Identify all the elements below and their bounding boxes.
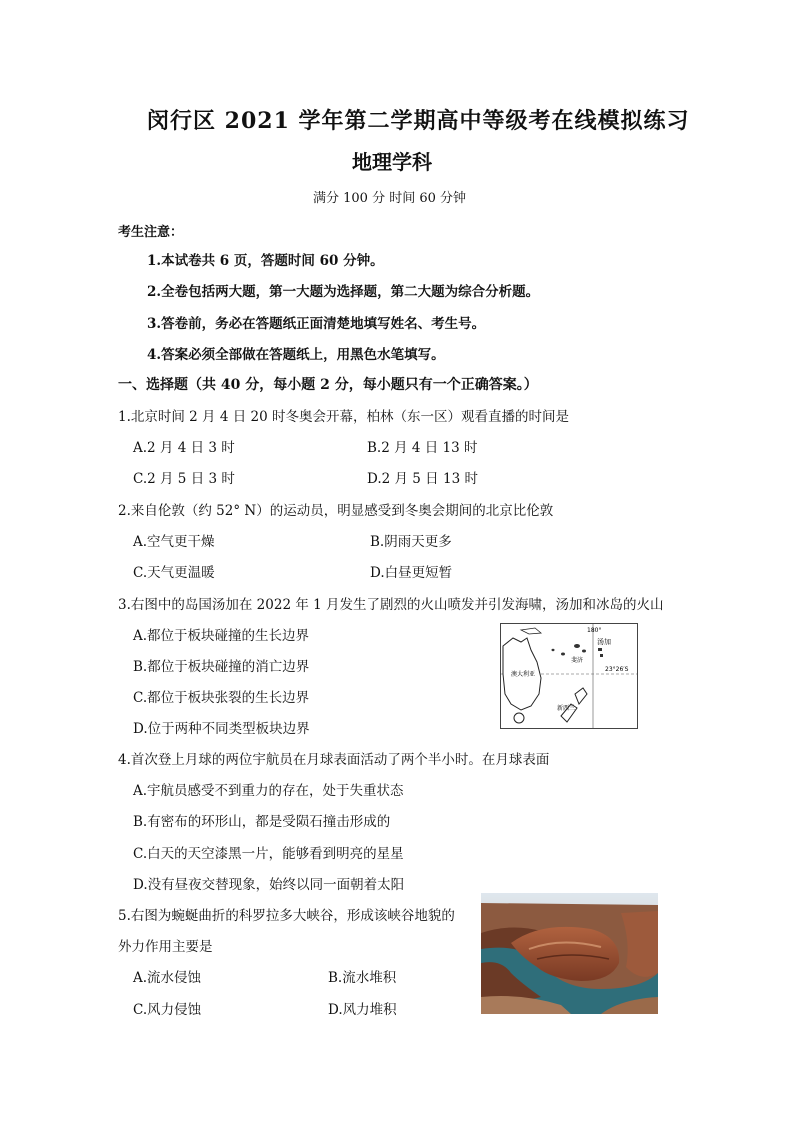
page-title: 闵行区 2021 学年第二学期高中等级考在线模拟练习 <box>147 108 690 134</box>
exam-meta: 满分 100 分 时间 60 分钟 <box>313 191 467 206</box>
nz-label: 新西兰 <box>557 705 576 712</box>
notice-item: 2.全卷包括两大题，第一大题为选择题，第二大题为综合分析题。 <box>147 284 540 300</box>
question-stem: 2.来自伦敦（约 52° N）的运动员，明显感受到冬奥会期间的北京比伦敦 <box>118 503 554 519</box>
island <box>552 649 555 651</box>
option-c: C.天气更温暖 <box>133 565 215 581</box>
option-b: B.都位于板块碰撞的消亡边界 <box>133 659 310 675</box>
canyon-photo <box>481 893 658 1014</box>
option-a: A.空气更干燥 <box>133 534 215 550</box>
tropic-label: 23°26′S <box>605 666 629 673</box>
tonga-island <box>600 654 603 657</box>
option-a: A.都位于板块碰撞的生长边界 <box>133 628 310 644</box>
new-guinea-shape <box>521 628 541 634</box>
subject-title: 地理学科 <box>352 150 432 174</box>
fiji-island <box>582 650 586 653</box>
option-b: B.有密布的环形山，都是受陨石撞击形成的 <box>133 814 391 830</box>
question-stem: 4.首次登上月球的两位宇航员在月球表面活动了两个半小时。在月球表面 <box>118 752 550 768</box>
tasmania-shape <box>514 713 524 723</box>
tonga-label: 汤加 <box>597 638 611 646</box>
option-d: D.2 月 5 日 13 时 <box>367 471 478 487</box>
option-b: B.2 月 4 日 13 时 <box>367 440 478 456</box>
option-d: D.风力堆积 <box>328 1002 397 1018</box>
option-a: A.2 月 4 日 3 时 <box>133 440 235 456</box>
canyon-illustration <box>481 893 658 1014</box>
notice-item: 1.本试卷共 6 页，答题时间 60 分钟。 <box>147 253 384 269</box>
option-a: A.宇航员感受不到重力的存在，处于失重状态 <box>133 783 404 799</box>
australia-label: 澳大利亚 <box>511 671 536 678</box>
question-stem: 3.右图中的岛国汤加在 2022 年 1 月发生了剧烈的火山喷发并引发海啸，汤加和冰岛的火山 <box>118 597 664 613</box>
question-stem: 5.右图为蜿蜒曲折的科罗拉多大峡谷，形成该峡谷地貌的 <box>118 908 455 924</box>
tonga-map <box>501 624 637 728</box>
option-c: C.2 月 5 日 3 时 <box>133 471 235 487</box>
notice-heading: 考生注意： <box>118 225 184 240</box>
option-c: C.都位于板块张裂的生长边界 <box>133 690 310 706</box>
option-b: B.流水堆积 <box>328 970 397 986</box>
option-d: D.没有昼夜交替现象，始终以同一面朝着太阳 <box>133 877 405 893</box>
notice-item: 4.答案必须全部做在答题纸上，用黑色水笔填写。 <box>147 347 445 363</box>
question-stem-cont: 外力作用主要是 <box>118 939 213 955</box>
question-stem: 1.北京时间 2 月 4 日 20 时冬奥会开幕，柏林（东一区）观看直播的时间是 <box>118 409 569 425</box>
option-a: A.流水侵蚀 <box>133 970 202 986</box>
tonga-map-figure <box>500 623 638 729</box>
option-c: C.风力侵蚀 <box>133 1002 202 1018</box>
meridian-label: 180° <box>587 627 602 634</box>
section-heading: 一、选择题（共 40 分，每小题 2 分，每小题只有一个正确答案。） <box>118 377 538 393</box>
option-b: B.阴雨天更多 <box>370 534 452 550</box>
option-c: C.白天的天空漆黑一片，能够看到明亮的星星 <box>133 846 404 862</box>
nz-north-island <box>575 688 587 704</box>
tonga-island <box>598 648 602 651</box>
option-d: D.位于两种不同类型板块边界 <box>133 721 310 737</box>
island <box>561 653 565 656</box>
fiji-island <box>574 644 580 648</box>
fiji-label: 斐济 <box>571 657 584 664</box>
option-d: D.白昼更短暂 <box>370 565 453 581</box>
notice-item: 3.答卷前，务必在答题纸正面清楚地填写姓名、考生号。 <box>147 316 486 332</box>
